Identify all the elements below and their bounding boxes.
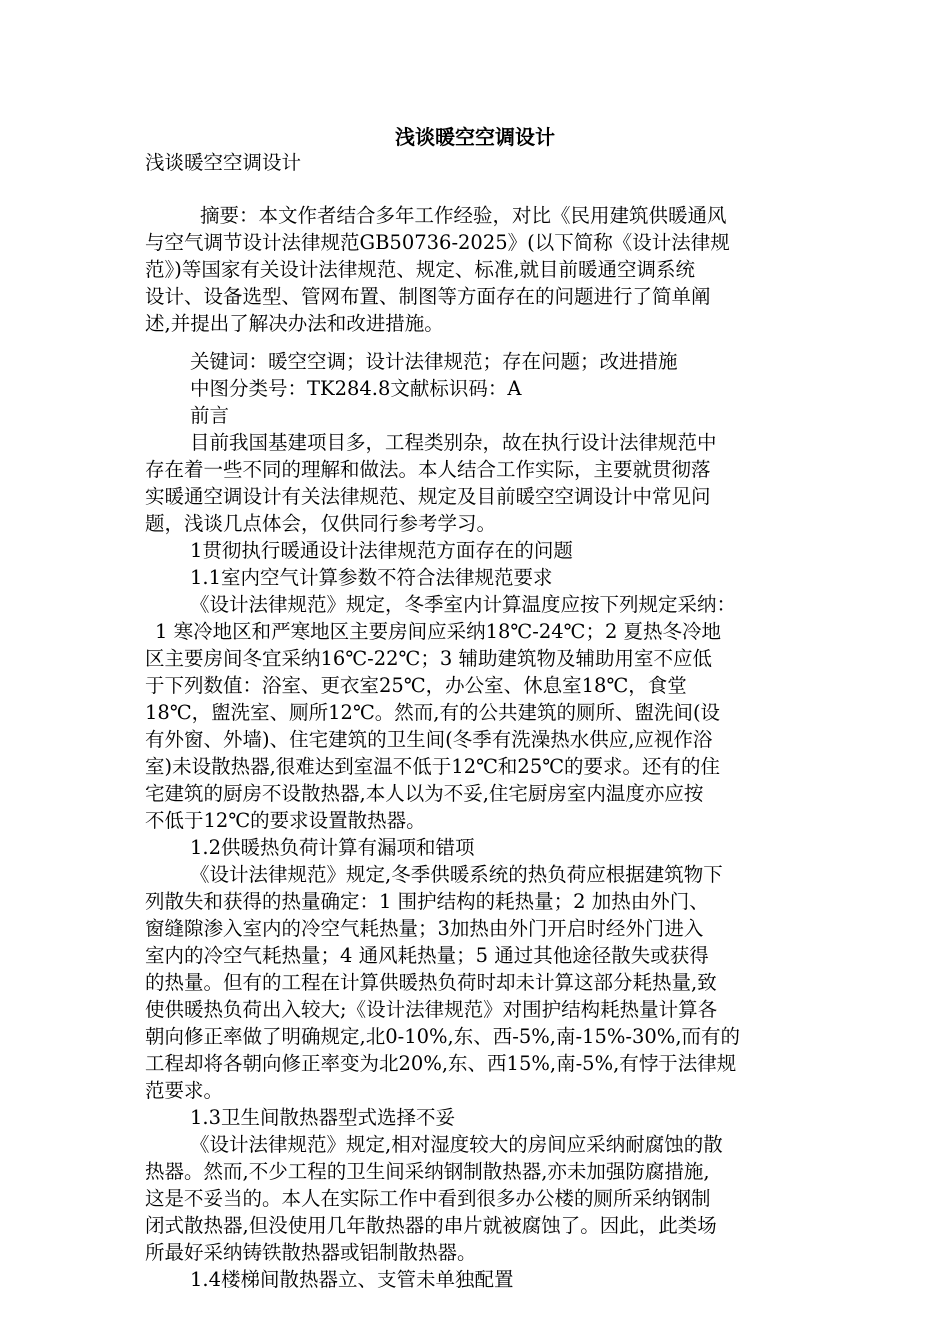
document-subtitle: 浅谈暖空空调设计 — [145, 151, 302, 174]
subsection-heading: 1.3卫生间散热器型式选择不妥 — [190, 1106, 456, 1129]
paragraph-line: 于下列数值：浴室、更衣室25℃，办公室、休息室18℃，食堂 — [145, 674, 687, 697]
classification: 中图分类号：TK284.8文献标识码：A — [190, 377, 522, 400]
subsection-heading: 1.4楼梯间散热器立、支管未单独配置 — [190, 1268, 514, 1291]
abstract-line: 述,并提出了解决办法和改进措施。 — [145, 312, 444, 335]
paragraph-line: 室内的冷空气耗热量；4 通风耗热量；5 通过其他途径散失或获得 — [145, 944, 709, 967]
preface-line: 存在着一些不同的理解和做法。本人结合工作实际，主要就贯彻落 — [145, 458, 711, 481]
subsection-heading: 1.2供暖热负荷计算有漏项和错项 — [190, 836, 475, 859]
subsection-heading: 1.1室内空气计算参数不符合法律规范要求 — [190, 566, 553, 589]
paragraph-line: 朝向修正率做了明确规定,北0-10%,东、西-5%,南-15%-30%,而有的 — [145, 1025, 741, 1048]
paragraph-line: 窗缝隙渗入室内的冷空气耗热量；3加热由外门开启时经外门进入 — [145, 917, 704, 940]
paragraph-line: 范要求。 — [145, 1079, 224, 1102]
keywords: 关键词：暖空空调；设计法律规范；存在问题；改进措施 — [190, 350, 678, 373]
paragraph-line: 18℃，盥洗室、厕所12℃。然而,有的公共建筑的厕所、盥洗间(设 — [145, 701, 721, 724]
preface-line: 目前我国基建项目多，工程类别杂，故在执行设计法律规范中 — [190, 431, 717, 454]
paragraph-line: 《设计法律规范》规定,冬季供暖系统的热负荷应根据建筑物下 — [190, 863, 723, 886]
paragraph-line: 闭式散热器,但没使用几年散热器的串片就被腐蚀了。因此，此类场 — [145, 1214, 717, 1237]
paragraph-line: 热器。然而,不少工程的卫生间采纳钢制散热器,亦未加强防腐措施, — [145, 1160, 710, 1183]
abstract-line: 设计、设备选型、管网布置、制图等方面存在的问题进行了简单阐 — [145, 285, 711, 308]
paragraph-line: 的热量。但有的工程在计算供暖热负荷时却未计算这部分耗热量,致 — [145, 971, 717, 994]
paragraph-line: 《设计法律规范》规定，冬季室内计算温度应按下列规定采纳： — [190, 593, 737, 616]
preface-line: 题，浅谈几点体会，仅供同行参考学习。 — [145, 512, 497, 535]
paragraph-line: 宅建筑的厨房不设散热器,本人以为不妥,住宅厨房室内温度亦应按 — [145, 782, 704, 805]
paragraph-line: 这是不妥当的。本人在实际工作中看到很多办公楼的厕所采纳钢制 — [145, 1187, 711, 1210]
paragraph-line: 列散失和获得的热量确定：1 围护结构的耗热量；2 加热由外门、 — [145, 890, 709, 913]
paragraph-line: 所最好采纳铸铁散热器或铝制散热器。 — [145, 1241, 477, 1264]
paragraph-line: 《设计法律规范》规定,相对湿度较大的房间应采纳耐腐蚀的散 — [190, 1133, 723, 1156]
paragraph-line: 区主要房间冬宜采纳16℃-22℃；3 辅助建筑物及辅助用室不应低 — [145, 647, 712, 670]
paragraph-line: 使供暖热负荷出入较大;《设计法律规范》对围护结构耗热量计算各 — [145, 998, 718, 1021]
preface-line: 实暖通空调设计有关法律规范、规定及目前暖空空调设计中常见问 — [145, 485, 711, 508]
paragraph-line: 工程却将各朝向修正率变为北20%,东、西15%,南-5%,有悖于法律规 — [145, 1052, 737, 1075]
paragraph-line: 室)未设散热器,很难达到室温不低于12℃和25℃的要求。还有的住 — [145, 755, 721, 778]
paragraph-line: 不低于12℃的要求设置散热器。 — [145, 809, 426, 832]
abstract-line: 范》)等国家有关设计法律规范、规定、标准,就目前暖通空调系统 — [145, 258, 696, 281]
paragraph-line: 有外窗、外墙)、住宅建筑的卫生间(冬季有洗澡热水供应,应视作浴 — [145, 728, 713, 751]
abstract-line: 摘要：本文作者结合多年工作经验，对比《民用建筑供暖通风 — [200, 204, 727, 227]
abstract-line: 与空气调节设计法律规范GB50736-2025》(以下简称《设计法律规 — [145, 231, 730, 254]
section-heading: 1贯彻执行暖通设计法律规范方面存在的问题 — [190, 539, 573, 562]
document-title: 浅谈暖空空调设计 — [395, 125, 555, 149]
paragraph-line: 1 寒冷地区和严寒地区主要房间应采纳18℃-24℃；2 夏热冬冷地 — [155, 620, 722, 643]
preface-heading: 前言 — [190, 404, 230, 427]
